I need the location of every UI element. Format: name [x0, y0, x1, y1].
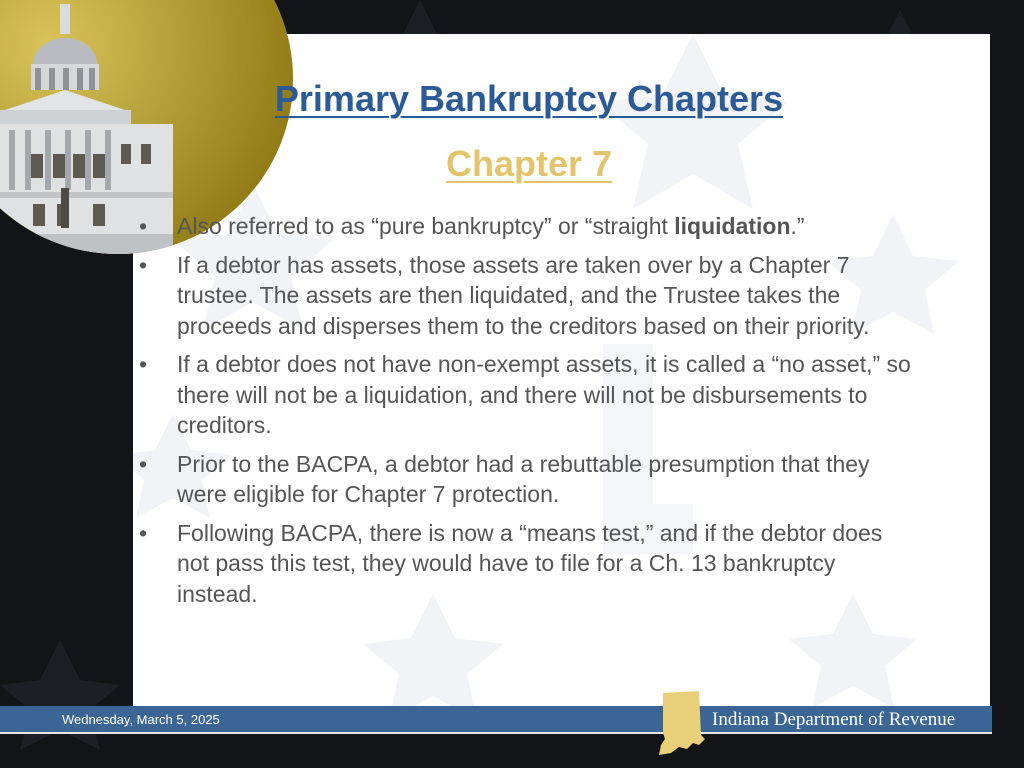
- bullet-item: [133, 211, 913, 242]
- bullet-text: Prior to the BACPA, a debtor had a rebuttable presumption that they were eligible for Chapter 7 protection.: [177, 450, 870, 507]
- bullet-marker: •: [139, 251, 148, 278]
- bullet-text-part: .”: [790, 213, 805, 239]
- bullet-item: [133, 250, 913, 342]
- indiana-state-icon: [655, 689, 711, 757]
- footer-date: Wednesday, March 5, 2025: [62, 712, 220, 727]
- slide-subtitle: Chapter 7: [445, 143, 613, 184]
- bullet-item: [133, 349, 913, 441]
- bullet-marker: •: [139, 213, 148, 239]
- slide-title: Primary Bankruptcy Chapters: [274, 78, 784, 119]
- footer-organization: Indiana Department of Revenue: [712, 709, 956, 730]
- bullet-item: [133, 518, 913, 610]
- bullet-bold-term: liquidation: [674, 213, 791, 239]
- footer-divider: [0, 732, 992, 734]
- bullet-text-part: Also referred to as “pure bankruptcy” or “straight: [177, 213, 675, 239]
- bullet-list: [133, 211, 913, 617]
- bullet-marker: •: [139, 450, 148, 477]
- bullet-text: If a debtor has assets, those assets are taken over by a Chapter 7 trustee. The assets are then liquidated, and the Trustee takes the proceeds and disperses them to the creditors based on their priority.: [177, 251, 870, 339]
- bullet-marker: •: [139, 519, 148, 546]
- bullet-text: If a debtor does not have non-exempt assets, it is called a “no asset,” so there will not be a liquidation, and there will not be disbursements to creditors.: [177, 351, 911, 438]
- bullet-text: Following BACPA, there is now a “means test,” and if the debtor does not pass this test, they would have to file for a Ch. 13 bankruptcy instead.: [177, 519, 883, 607]
- bullet-marker: •: [139, 351, 148, 377]
- bullet-item: [133, 449, 913, 510]
